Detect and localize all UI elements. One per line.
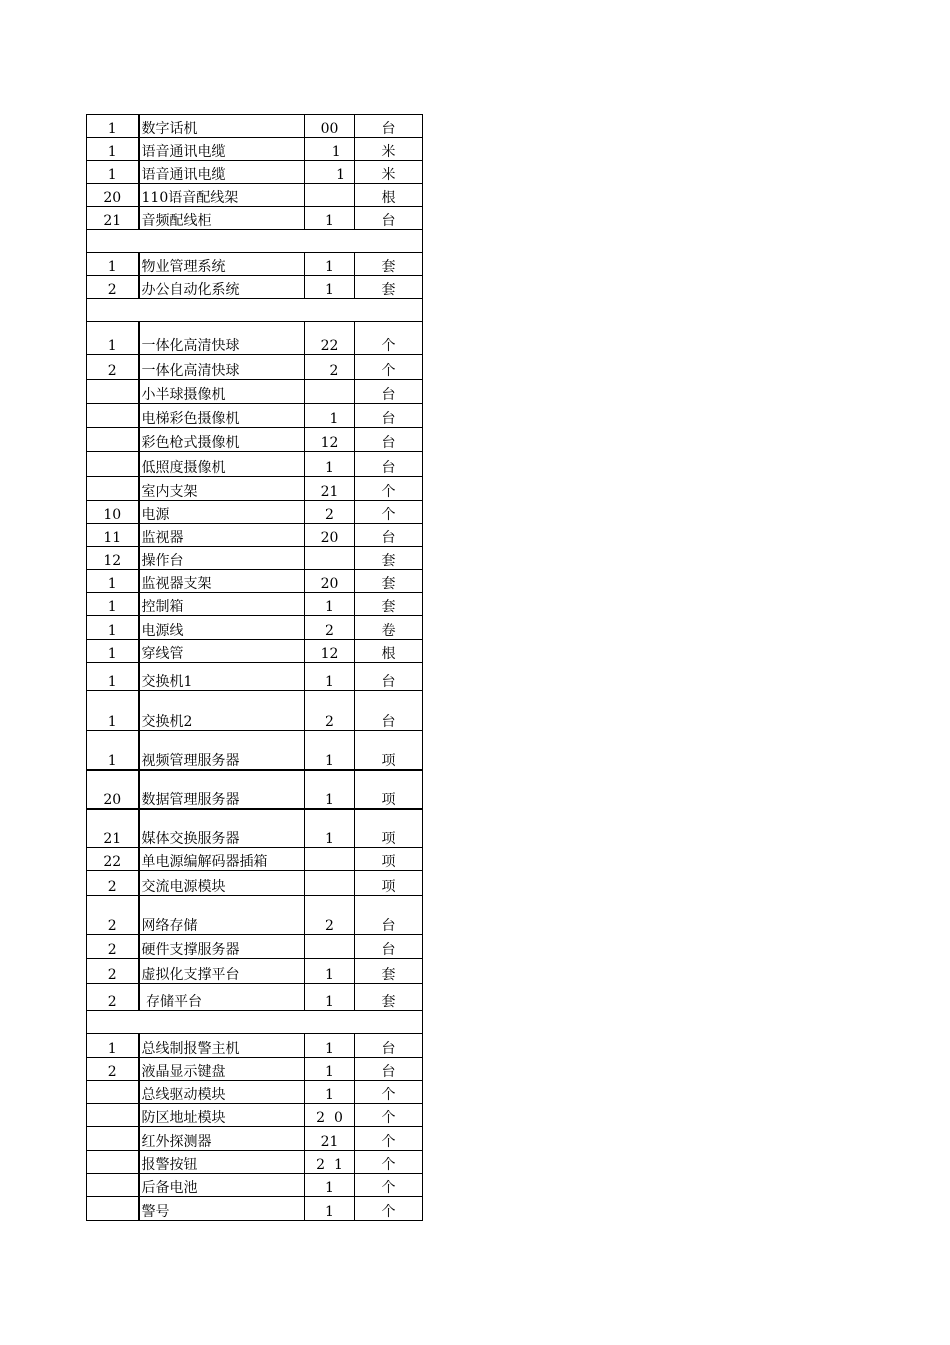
table-row (87, 322, 423, 355)
quantity-cell: 1 (305, 253, 355, 276)
item-name-cell: 电源线 (139, 616, 305, 640)
quantity-cell: 20 (305, 524, 355, 547)
table-row (87, 663, 423, 691)
quantity-cell: 1 (305, 984, 355, 1011)
quantity-cell: 12 (305, 428, 355, 452)
row-number-cell: 1 (87, 731, 139, 770)
row-number-cell: 1 (87, 138, 139, 161)
unit-cell: 米 (355, 138, 423, 161)
unit-cell: 台 (355, 935, 423, 959)
separator-cell (87, 1011, 423, 1034)
unit-cell: 套 (355, 253, 423, 276)
row-number-cell (87, 380, 139, 404)
unit-cell: 台 (355, 115, 423, 138)
quantity-cell: 1 (305, 161, 355, 184)
table-row (87, 355, 423, 380)
unit-cell: 套 (355, 547, 423, 570)
row-number-cell (87, 452, 139, 477)
item-name-cell: 彩色枪式摄像机 (139, 428, 305, 452)
item-name-cell: 电源 (139, 501, 305, 524)
row-number-cell (87, 1174, 139, 1197)
item-name-cell: 数据管理服务器 (139, 770, 305, 809)
unit-cell: 项 (355, 871, 423, 896)
separator-cell (87, 299, 423, 322)
row-number-cell (87, 1151, 139, 1174)
table-row (87, 161, 423, 184)
table-row (87, 848, 423, 871)
quantity-cell: 1 (305, 1081, 355, 1104)
row-number-cell: 2 (87, 276, 139, 299)
row-number-cell: 2 (87, 1058, 139, 1081)
table-row (87, 1174, 423, 1197)
unit-cell: 项 (355, 770, 423, 809)
item-name-cell: 物业管理系统 (139, 253, 305, 276)
table-row (87, 1034, 423, 1058)
item-name-cell: 音频配线柜 (139, 207, 305, 230)
quantity-cell (305, 935, 355, 959)
unit-cell: 个 (355, 477, 423, 501)
row-number-cell: 11 (87, 524, 139, 547)
table-row (87, 593, 423, 616)
row-number-cell: 1 (87, 253, 139, 276)
item-name-cell: 110语音配线架 (139, 184, 305, 207)
row-number-cell: 2 (87, 896, 139, 935)
item-name-cell: 操作台 (139, 547, 305, 570)
row-number-cell: 2 (87, 935, 139, 959)
table-row (87, 452, 423, 477)
item-name-cell: 交换机1 (139, 663, 305, 691)
unit-cell: 根 (355, 640, 423, 663)
unit-cell: 台 (355, 380, 423, 404)
unit-cell: 个 (355, 1174, 423, 1197)
item-name-cell: 硬件支撑服务器 (139, 935, 305, 959)
unit-cell: 台 (355, 428, 423, 452)
table-row (87, 896, 423, 935)
table-row (87, 1081, 423, 1104)
item-name-cell: 防区地址模块 (139, 1104, 305, 1127)
section-separator-row (87, 1011, 423, 1034)
table-row (87, 1058, 423, 1081)
quantity-cell: 1 (305, 663, 355, 691)
item-name-cell: 报警按钮 (139, 1151, 305, 1174)
quantity-cell: 20 (305, 570, 355, 593)
table-row (87, 809, 423, 848)
table-row (87, 207, 423, 230)
unit-cell: 个 (355, 322, 423, 355)
unit-cell: 台 (355, 207, 423, 230)
item-name-cell: 后备电池 (139, 1174, 305, 1197)
quantity-cell: 1 (305, 452, 355, 477)
row-number-cell: 1 (87, 115, 139, 138)
quantity-cell: 1 (305, 207, 355, 230)
table-row (87, 640, 423, 663)
quantity-cell: 21 (305, 477, 355, 501)
row-number-cell: 21 (87, 809, 139, 848)
unit-cell: 套 (355, 593, 423, 616)
item-name-cell: 电梯彩色摄像机 (139, 404, 305, 428)
table-row (87, 871, 423, 896)
item-name-cell: 虚拟化支撑平台 (139, 959, 305, 984)
table-row (87, 984, 423, 1011)
item-name-cell: 红外探测器 (139, 1127, 305, 1151)
row-number-cell (87, 477, 139, 501)
table-row (87, 138, 423, 161)
unit-cell: 项 (355, 731, 423, 770)
row-number-cell: 2 (87, 959, 139, 984)
item-name-cell: 低照度摄像机 (139, 452, 305, 477)
row-number-cell (87, 1081, 139, 1104)
quantity-cell: 2 (305, 616, 355, 640)
quantity-cell: 2 (305, 501, 355, 524)
quantity-cell (305, 380, 355, 404)
table-row (87, 1104, 423, 1127)
unit-cell: 个 (355, 355, 423, 380)
table-row (87, 959, 423, 984)
row-number-cell: 2 (87, 871, 139, 896)
quantity-cell: 1 (305, 959, 355, 984)
table-row (87, 770, 423, 809)
quantity-cell: 22 (305, 322, 355, 355)
table-row (87, 428, 423, 452)
row-number-cell (87, 428, 139, 452)
table-row (87, 935, 423, 959)
row-number-cell (87, 1197, 139, 1221)
item-name-cell: 存储平台 (139, 984, 305, 1011)
unit-cell: 套 (355, 570, 423, 593)
row-number-cell: 2 (87, 984, 139, 1011)
row-number-cell: 22 (87, 848, 139, 871)
separator-cell (87, 230, 423, 253)
unit-cell: 台 (355, 452, 423, 477)
row-number-cell: 20 (87, 770, 139, 809)
unit-cell: 台 (355, 404, 423, 428)
unit-cell: 个 (355, 1104, 423, 1127)
item-name-cell: 一体化高清快球 (139, 322, 305, 355)
table-row (87, 115, 423, 138)
item-name-cell: 语音通讯电缆 (139, 138, 305, 161)
unit-cell: 个 (355, 1081, 423, 1104)
row-number-cell (87, 1104, 139, 1127)
table-row (87, 691, 423, 731)
row-number-cell: 12 (87, 547, 139, 570)
quantity-cell: 00 (305, 115, 355, 138)
unit-cell: 台 (355, 663, 423, 691)
unit-cell: 套 (355, 276, 423, 299)
row-number-cell: 1 (87, 616, 139, 640)
item-name-cell: 小半球摄像机 (139, 380, 305, 404)
table-row (87, 570, 423, 593)
item-name-cell: 办公自动化系统 (139, 276, 305, 299)
item-name-cell: 监视器 (139, 524, 305, 547)
quantity-cell: 2 1 (305, 1151, 355, 1174)
table-row (87, 616, 423, 640)
table-row (87, 501, 423, 524)
row-number-cell: 21 (87, 207, 139, 230)
table-row (87, 547, 423, 570)
row-number-cell: 20 (87, 184, 139, 207)
quantity-cell: 21 (305, 1127, 355, 1151)
table-row (87, 276, 423, 299)
table-row (87, 253, 423, 276)
quantity-cell: 1 (305, 1034, 355, 1058)
row-number-cell: 10 (87, 501, 139, 524)
section-separator-row (87, 230, 423, 253)
quantity-cell: 1 (305, 404, 355, 428)
item-name-cell: 警号 (139, 1197, 305, 1221)
table-row (87, 184, 423, 207)
unit-cell: 个 (355, 1127, 423, 1151)
unit-cell: 台 (355, 1058, 423, 1081)
unit-cell: 卷 (355, 616, 423, 640)
item-name-cell: 控制箱 (139, 593, 305, 616)
unit-cell: 套 (355, 984, 423, 1011)
quantity-cell: 12 (305, 640, 355, 663)
unit-cell: 个 (355, 501, 423, 524)
quantity-cell: 1 (305, 276, 355, 299)
table-row (87, 380, 423, 404)
quantity-cell (305, 871, 355, 896)
item-name-cell: 媒体交换服务器 (139, 809, 305, 848)
unit-cell: 项 (355, 809, 423, 848)
unit-cell: 根 (355, 184, 423, 207)
quantity-cell: 1 (305, 1197, 355, 1221)
table-row (87, 1127, 423, 1151)
unit-cell: 台 (355, 896, 423, 935)
table-row (87, 404, 423, 428)
item-name-cell: 总线驱动模块 (139, 1081, 305, 1104)
unit-cell: 台 (355, 1034, 423, 1058)
row-number-cell: 1 (87, 1034, 139, 1058)
item-name-cell: 监视器支架 (139, 570, 305, 593)
quantity-cell: 1 (305, 809, 355, 848)
row-number-cell: 1 (87, 593, 139, 616)
row-number-cell (87, 404, 139, 428)
unit-cell: 台 (355, 524, 423, 547)
item-name-cell: 网络存储 (139, 896, 305, 935)
item-name-cell: 总线制报警主机 (139, 1034, 305, 1058)
equipment-table-body (87, 115, 423, 1221)
row-number-cell: 1 (87, 640, 139, 663)
item-name-cell: 单电源编解码器插箱 (139, 848, 305, 871)
quantity-cell: 1 (305, 770, 355, 809)
row-number-cell (87, 1127, 139, 1151)
item-name-cell: 室内支架 (139, 477, 305, 501)
quantity-cell: 1 (305, 1058, 355, 1081)
row-number-cell: 1 (87, 663, 139, 691)
table-row (87, 477, 423, 501)
unit-cell: 项 (355, 848, 423, 871)
unit-cell: 套 (355, 959, 423, 984)
table-row (87, 1151, 423, 1174)
row-number-cell: 1 (87, 322, 139, 355)
item-name-cell: 液晶显示键盘 (139, 1058, 305, 1081)
equipment-table (86, 114, 423, 1221)
unit-cell: 个 (355, 1151, 423, 1174)
row-number-cell: 1 (87, 570, 139, 593)
section-separator-row (87, 299, 423, 322)
unit-cell: 米 (355, 161, 423, 184)
quantity-cell: 1 (305, 138, 355, 161)
table-row (87, 731, 423, 770)
row-number-cell: 1 (87, 691, 139, 731)
quantity-cell: 2 (305, 355, 355, 380)
quantity-cell: 2 (305, 896, 355, 935)
quantity-cell: 1 (305, 1174, 355, 1197)
row-number-cell: 1 (87, 161, 139, 184)
item-name-cell: 交换机2 (139, 691, 305, 731)
item-name-cell: 交流电源模块 (139, 871, 305, 896)
unit-cell: 个 (355, 1197, 423, 1221)
table-row (87, 524, 423, 547)
item-name-cell: 语音通讯电缆 (139, 161, 305, 184)
table-row (87, 1197, 423, 1221)
quantity-cell (305, 848, 355, 871)
item-name-cell: 穿线管 (139, 640, 305, 663)
item-name-cell: 一体化高清快球 (139, 355, 305, 380)
item-name-cell: 数字话机 (139, 115, 305, 138)
quantity-cell (305, 547, 355, 570)
unit-cell: 台 (355, 691, 423, 731)
quantity-cell: 2 (305, 691, 355, 731)
row-number-cell: 2 (87, 355, 139, 380)
item-name-cell: 视频管理服务器 (139, 731, 305, 770)
quantity-cell: 1 (305, 731, 355, 770)
quantity-cell: 1 (305, 593, 355, 616)
quantity-cell: 2 0 (305, 1104, 355, 1127)
quantity-cell (305, 184, 355, 207)
